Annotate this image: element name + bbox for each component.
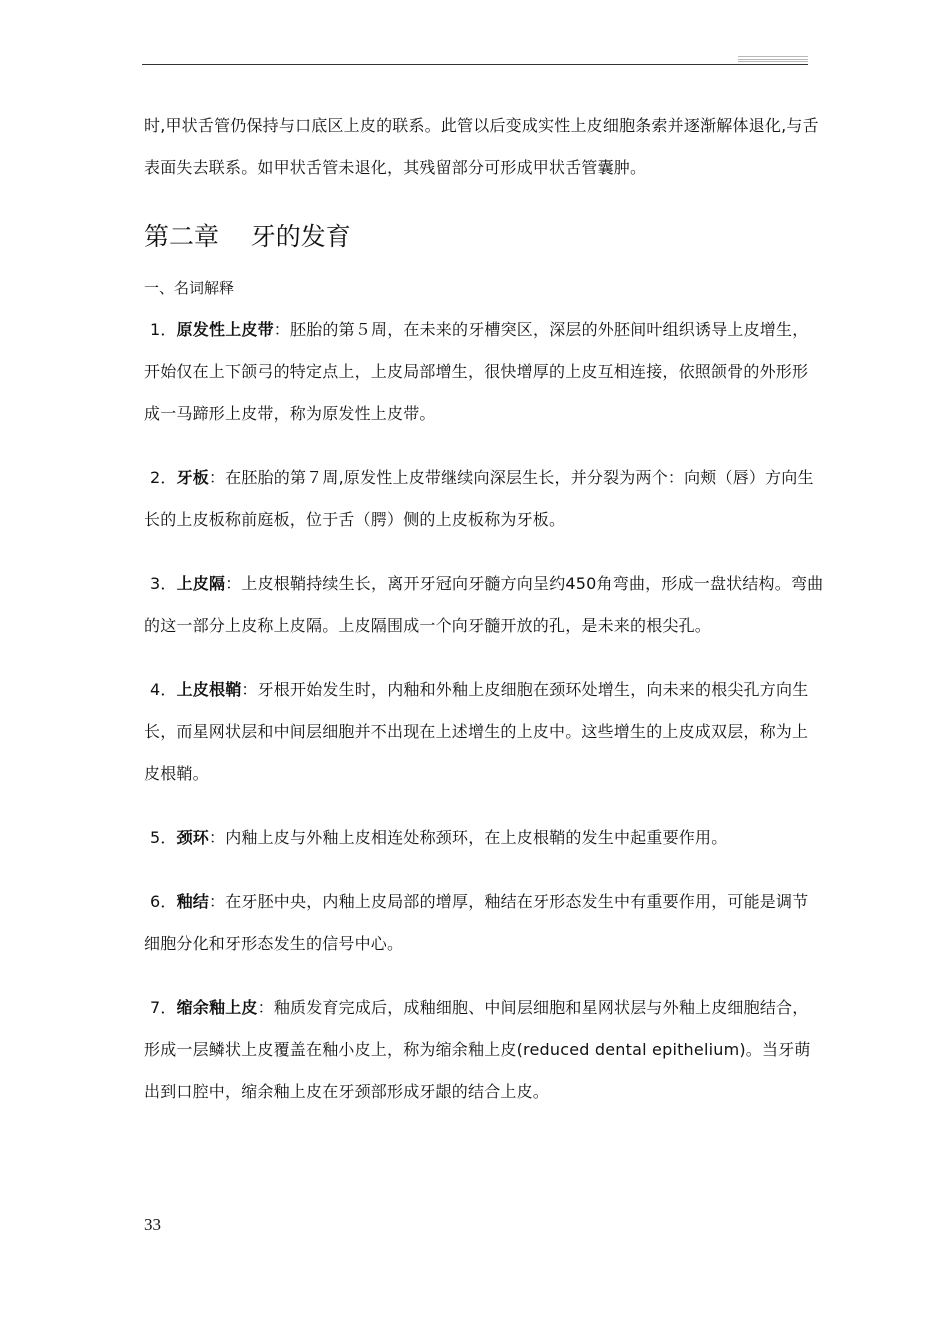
term-separator: ： — [225, 574, 242, 593]
term-name: 釉结 — [176, 892, 209, 911]
term-name: 牙板 — [176, 468, 209, 487]
term-name: 颈环 — [176, 828, 209, 847]
term-separator: ： — [209, 892, 226, 911]
term-definition: 上皮根鞘持续生长，离开牙冠向牙髓方向呈约450角弯曲，形成一盘状结构。弯曲的这一部分上皮称上皮隔。上皮隔围成一个向牙髓开放的孔，是未来的根尖孔。 — [144, 574, 824, 635]
term-definition: 在牙胚中央，内釉上皮局部的增厚，釉结在牙形态发生中有重要作用，可能是调节细胞分化和牙形态发生的信号中心。 — [144, 892, 809, 953]
term-definition: 内釉上皮与外釉上皮相连处称颈环，在上皮根鞘的发生中起重要作用。 — [225, 828, 728, 847]
term-separator: ： — [273, 320, 290, 339]
term-separator: ： — [241, 680, 258, 699]
term-name: 上皮根鞘 — [176, 680, 242, 699]
header-mark — [738, 56, 808, 62]
term-entry-3 — [144, 563, 824, 647]
term-separator: ： — [257, 998, 274, 1017]
term-entry-1 — [144, 309, 824, 435]
term-name: 缩余釉上皮 — [176, 998, 258, 1017]
term-number: 1． — [150, 320, 177, 339]
intro-paragraph: 时,甲状舌管仍保持与口底区上皮的联系。此管以后变成实性上皮细胞条索并逐渐解体退化,与舌表面失去联系。如甲状舌管未退化，其残留部分可形成甲状舌管囊肿。 — [144, 116, 819, 177]
term-number: 2． — [150, 468, 177, 487]
term-number: 4． — [150, 680, 177, 699]
term-definition: 胚胎的第５周，在未来的牙槽突区，深层的外胚间叶组织诱导上皮增生，开始仅在上下颌弓的特定点上，上皮局部增生，很快增厚的上皮互相连接，依照颌骨的外形形成一马蹄形上皮带，称为原发性上皮带。 — [144, 320, 809, 423]
term-entry-2 — [144, 457, 824, 541]
header-rule — [142, 64, 808, 65]
page-content — [144, 105, 824, 1135]
term-name: 原发性上皮带 — [176, 320, 274, 339]
section-title: 一、名词解释 — [144, 279, 235, 297]
page-number: 33 — [144, 1215, 161, 1234]
term-definition: 在胚胎的第７周,原发性上皮带继续向深层生长，并分裂为两个：向颊（唇）方向生长的上皮板称前庭板，位于舌（腭）侧的上皮板称为牙板。 — [144, 468, 814, 529]
term-entry-6 — [144, 881, 824, 965]
term-entry-7 — [144, 987, 824, 1113]
term-separator: ： — [209, 468, 226, 487]
term-number: 7． — [150, 998, 177, 1017]
term-definition: 牙根开始发生时，内釉和外釉上皮细胞在颈环处增生，向未来的根尖孔方向生长，而星网状层和中间层细胞并不出现在上述增生的上皮中。这些增生的上皮成双层，称为上皮根鞘。 — [144, 680, 809, 783]
term-number: 6． — [150, 892, 177, 911]
term-separator: ： — [209, 828, 226, 847]
term-definition: 釉质发育完成后，成釉细胞、中间层细胞和星网状层与外釉上皮细胞结合，形成一层鳞状上皮覆盖在釉小皮上，称为缩余釉上皮(reduced dental epithelium)。当牙萌出到口腔中，缩余釉上皮在牙颈部形成牙龈的结合上皮。 — [144, 998, 811, 1101]
term-number: 5． — [150, 828, 177, 847]
term-name: 上皮隔 — [176, 574, 226, 593]
term-number: 3． — [150, 574, 177, 593]
term-entry-5 — [144, 817, 824, 859]
chapter-title: 第二章 牙的发育 — [144, 222, 351, 251]
term-entry-4 — [144, 669, 824, 795]
